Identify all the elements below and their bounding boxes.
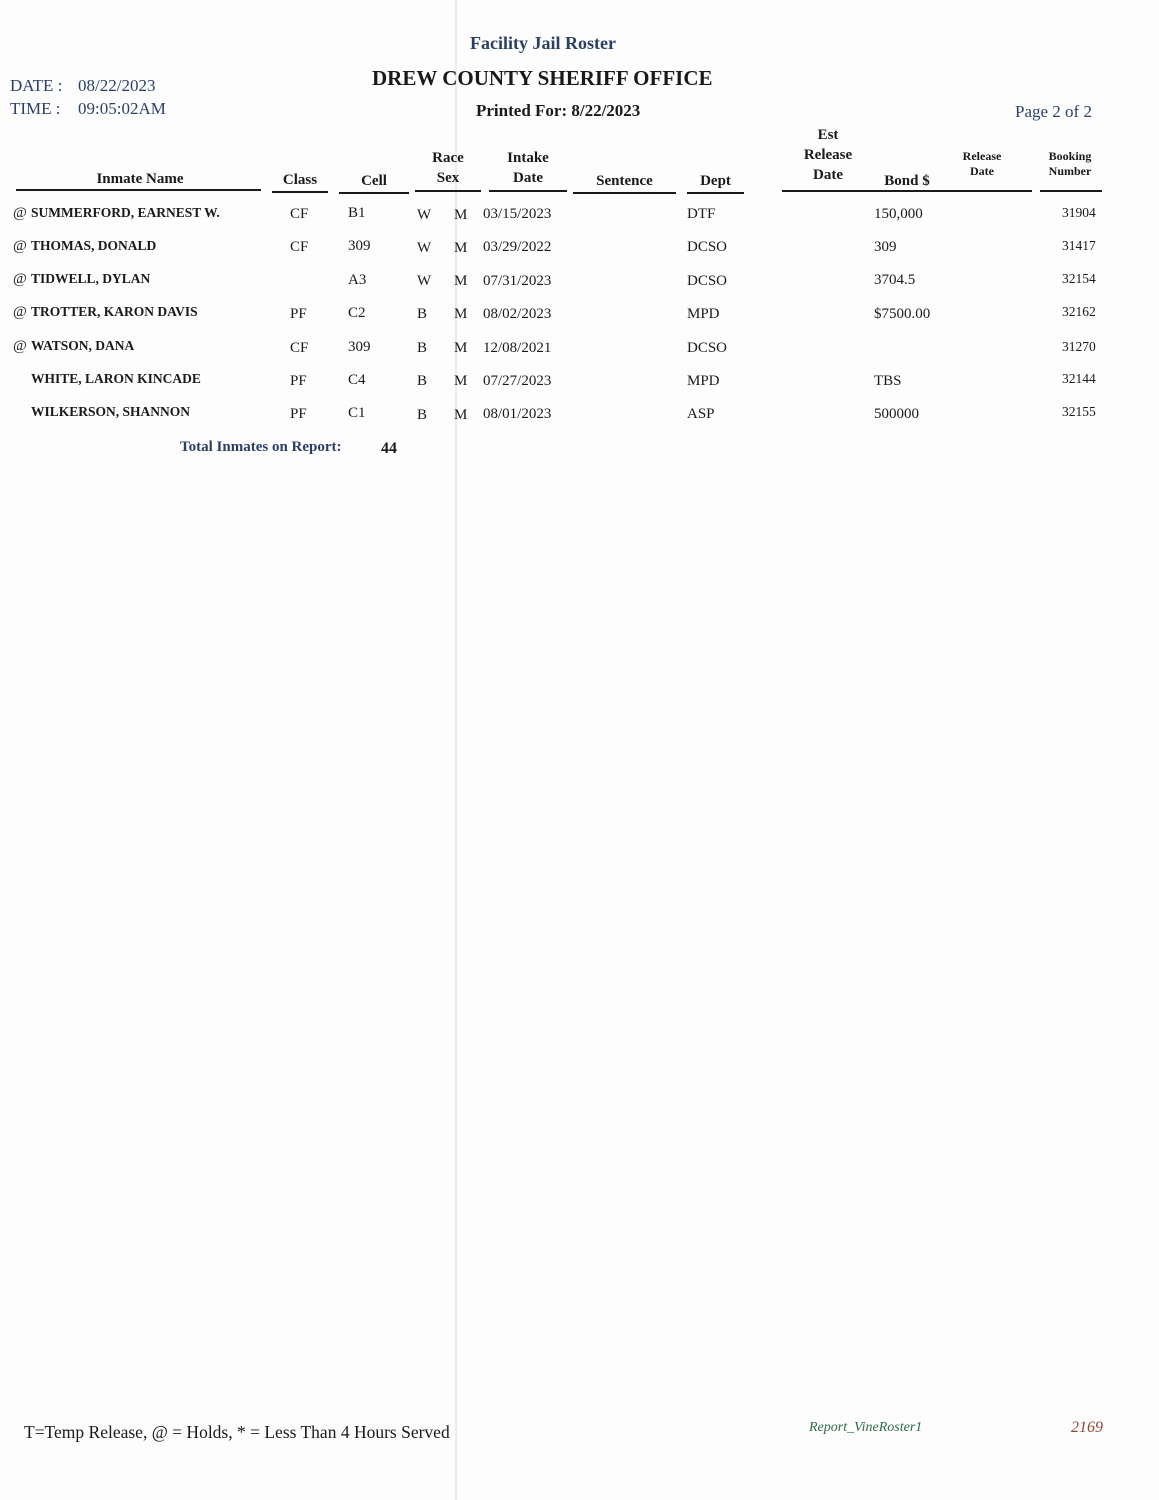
col-header-est-1: Est bbox=[817, 127, 839, 143]
col-header-intake-1: Intake bbox=[507, 150, 549, 166]
intake-date: 03/15/2023 bbox=[483, 206, 552, 222]
total-value: 44 bbox=[381, 440, 397, 457]
class-value: CF bbox=[290, 206, 309, 222]
inmate-name: WHITE, LARON KINCADE bbox=[31, 371, 201, 386]
table-row bbox=[0, 205, 1159, 227]
bond-value: 309 bbox=[874, 239, 897, 255]
col-header-release-2: Date bbox=[970, 164, 994, 178]
col-header-class: Class bbox=[282, 172, 318, 188]
col-header-race: Race bbox=[432, 150, 464, 166]
col-underline-race-sex bbox=[415, 190, 481, 192]
sex-value: M bbox=[454, 240, 468, 256]
footer-legend: T=Temp Release, @ = Holds, * = Less Than 4 Hours Served bbox=[24, 1422, 450, 1442]
date-label: DATE : bbox=[10, 76, 63, 95]
class-value: CF bbox=[290, 239, 309, 255]
booking-number: 31417 bbox=[1062, 238, 1096, 253]
office-name: DREW COUNTY SHERIFF OFFICE bbox=[372, 66, 713, 90]
hold-mark: @ bbox=[13, 338, 27, 354]
table-row bbox=[0, 271, 1159, 293]
sex-value: M bbox=[454, 207, 468, 223]
inmate-name: WATSON, DANA bbox=[31, 338, 135, 353]
bond-value: TBS bbox=[874, 373, 902, 389]
col-header-est-3: Date bbox=[813, 167, 843, 183]
sex-value: M bbox=[454, 407, 468, 423]
dept-value: DCSO bbox=[687, 340, 728, 356]
inmate-name: TROTTER, KARON DAVIS bbox=[31, 304, 198, 319]
time-label: TIME : bbox=[10, 99, 61, 118]
bond-value: 3704.5 bbox=[874, 272, 916, 288]
hold-mark: @ bbox=[13, 238, 27, 254]
col-header-sex: Sex bbox=[436, 170, 460, 186]
inmate-name: SUMMERFORD, EARNEST W. bbox=[31, 205, 220, 220]
col-header-release-1: Release bbox=[962, 149, 1002, 163]
sex-value: M bbox=[454, 373, 468, 389]
total-label: Total Inmates on Report: bbox=[180, 439, 342, 455]
date-value: 08/22/2023 bbox=[78, 76, 156, 95]
cell-value: C4 bbox=[348, 372, 366, 388]
time-value: 09:05:02AM bbox=[78, 99, 166, 118]
booking-number: 32144 bbox=[1062, 371, 1096, 386]
table-row bbox=[0, 338, 1159, 360]
sex-value: M bbox=[454, 306, 468, 322]
col-header-bond: Bond $ bbox=[884, 173, 930, 189]
col-underline-booking bbox=[1040, 190, 1102, 192]
table-row bbox=[0, 371, 1159, 393]
booking-number: 32155 bbox=[1062, 404, 1096, 419]
race-value: B bbox=[417, 373, 428, 389]
dept-value: ASP bbox=[687, 406, 715, 422]
col-header-cell: Cell bbox=[361, 173, 387, 189]
booking-number: 32154 bbox=[1062, 271, 1096, 286]
inmate-name: TIDWELL, DYLAN bbox=[31, 271, 151, 286]
hold-mark: @ bbox=[13, 271, 27, 287]
dept-value: DCSO bbox=[687, 273, 728, 289]
col-header-dept: Dept bbox=[700, 173, 731, 189]
hold-mark: @ bbox=[13, 304, 27, 320]
sex-value: M bbox=[454, 273, 468, 289]
printed-for: Printed For: 8/22/2023 bbox=[476, 101, 641, 120]
cell-value: A3 bbox=[348, 272, 367, 288]
col-underline-cell bbox=[339, 192, 409, 194]
class-value: PF bbox=[290, 373, 307, 389]
col-header-est-2: Release bbox=[803, 147, 853, 163]
col-header-booking-1: Booking bbox=[1048, 149, 1092, 163]
booking-number: 31904 bbox=[1062, 205, 1096, 220]
race-value: B bbox=[417, 306, 428, 322]
race-value: W bbox=[417, 273, 432, 289]
cell-value: C2 bbox=[348, 305, 366, 321]
col-underline-dept bbox=[687, 192, 744, 194]
dept-value: MPD bbox=[687, 306, 720, 322]
hold-mark: @ bbox=[13, 205, 27, 221]
inmate-name: THOMAS, DONALD bbox=[31, 238, 157, 253]
bond-value: 150,000 bbox=[874, 206, 923, 222]
cell-value: 309 bbox=[348, 238, 371, 254]
bond-value: $7500.00 bbox=[874, 306, 931, 322]
report-title: Facility Jail Roster bbox=[470, 33, 616, 53]
intake-date: 07/31/2023 bbox=[483, 273, 552, 289]
cell-value: C1 bbox=[348, 405, 366, 421]
table-row bbox=[0, 238, 1159, 260]
page-indicator: Page 2 of 2 bbox=[1015, 102, 1092, 121]
race-value: W bbox=[417, 207, 432, 223]
class-value: PF bbox=[290, 306, 307, 322]
col-underline-name bbox=[16, 189, 261, 191]
col-header-intake-2: Date bbox=[513, 170, 543, 186]
race-value: B bbox=[417, 407, 428, 423]
intake-date: 03/29/2022 bbox=[483, 239, 552, 255]
cell-value: B1 bbox=[348, 205, 366, 221]
dept-value: DCSO bbox=[687, 239, 728, 255]
intake-date: 07/27/2023 bbox=[483, 373, 552, 389]
col-header-booking-2: Number bbox=[1048, 164, 1092, 178]
booking-number: 32162 bbox=[1062, 304, 1096, 319]
bond-value: 500000 bbox=[874, 406, 919, 422]
intake-date: 12/08/2021 bbox=[483, 340, 552, 356]
class-value: CF bbox=[290, 340, 309, 356]
race-value: B bbox=[417, 340, 428, 356]
table-row bbox=[0, 404, 1159, 426]
report-id: Report_VineRoster1 bbox=[809, 1420, 923, 1435]
booking-number: 31270 bbox=[1062, 339, 1096, 354]
cell-value: 309 bbox=[348, 339, 371, 355]
race-value: W bbox=[417, 240, 432, 256]
inmate-name: WILKERSON, SHANNON bbox=[31, 404, 191, 419]
dept-value: MPD bbox=[687, 373, 720, 389]
col-header-name: Inmate Name bbox=[96, 171, 184, 187]
intake-date: 08/01/2023 bbox=[483, 406, 552, 422]
col-underline-class bbox=[272, 191, 328, 193]
col-underline-intake bbox=[489, 190, 567, 192]
table-row bbox=[0, 304, 1159, 326]
col-header-sentence: Sentence bbox=[596, 173, 653, 189]
class-value: PF bbox=[290, 406, 307, 422]
dept-value: DTF bbox=[687, 206, 716, 222]
intake-date: 08/02/2023 bbox=[483, 306, 552, 322]
page-number: 2169 bbox=[1071, 1419, 1103, 1436]
col-underline-sentence bbox=[573, 192, 676, 194]
sex-value: M bbox=[454, 340, 468, 356]
